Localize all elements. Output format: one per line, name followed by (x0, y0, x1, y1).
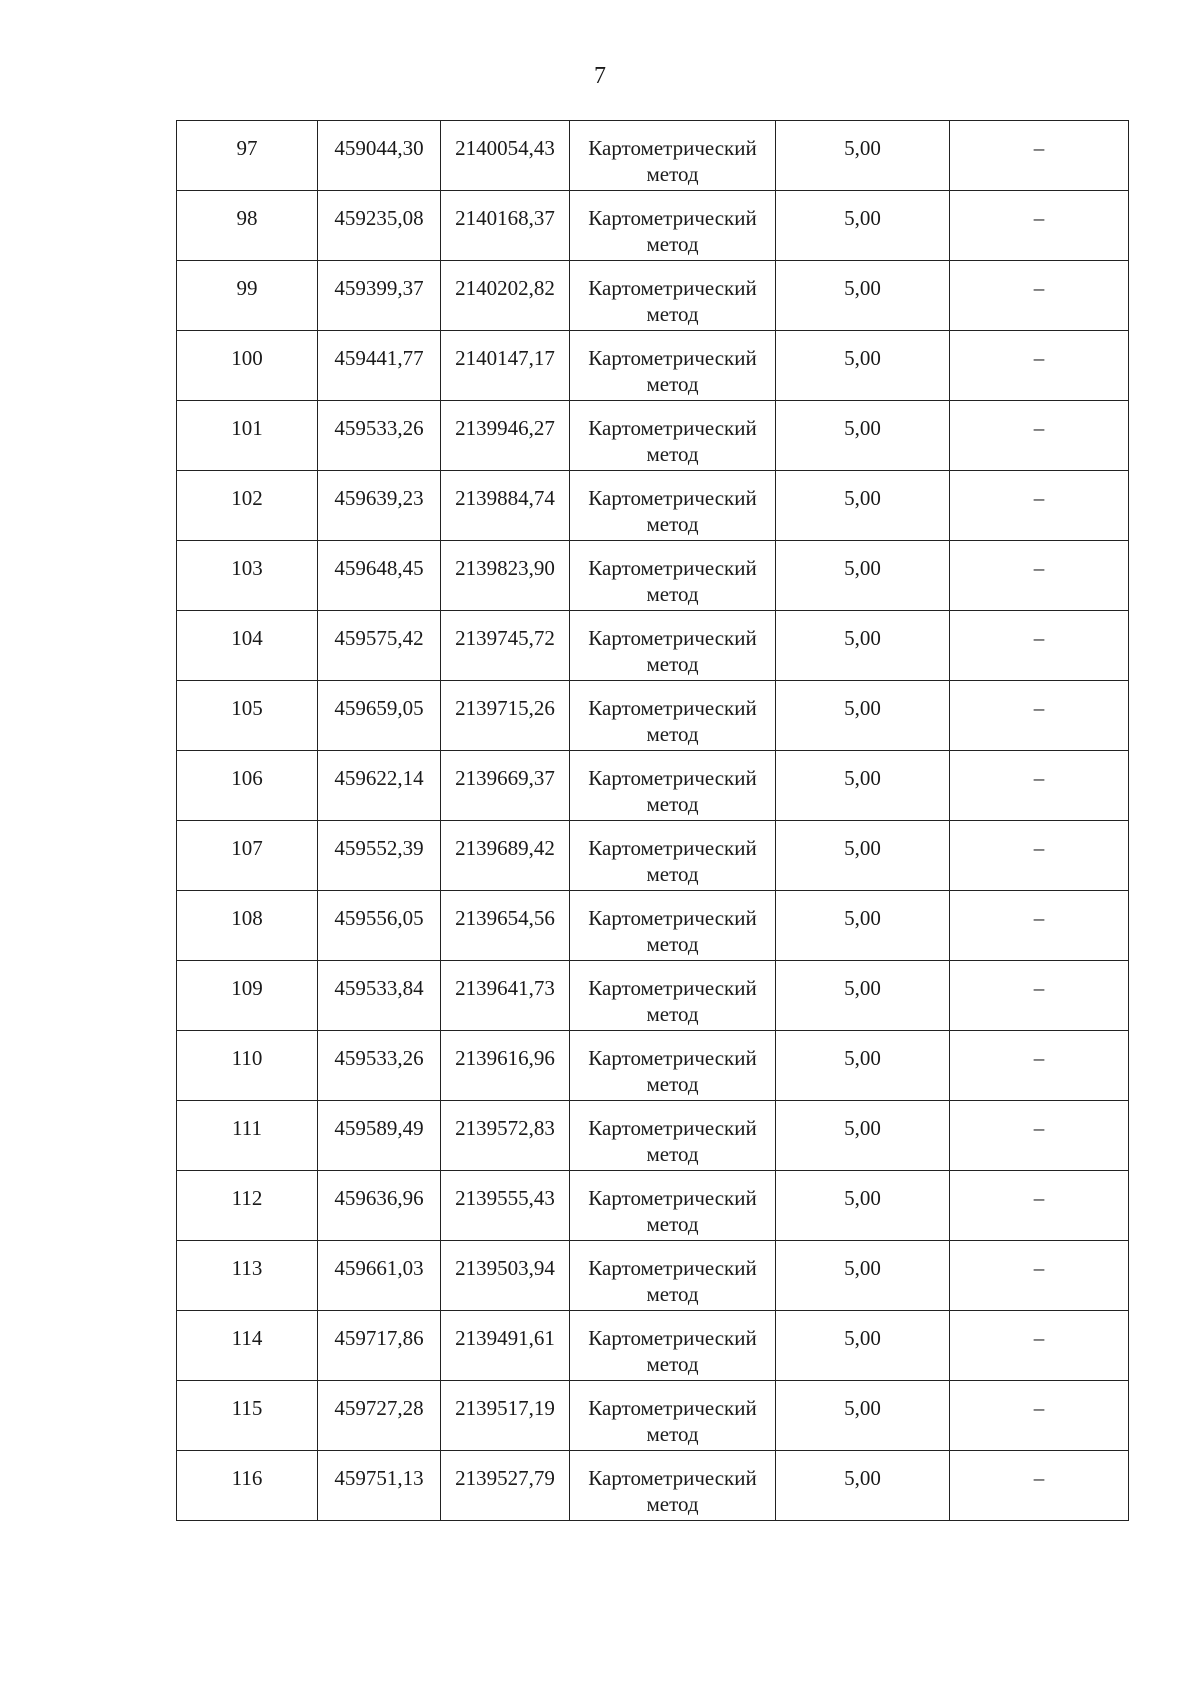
method-cell (570, 1381, 776, 1451)
x-coordinate-cell (318, 191, 441, 261)
note-value: – (1033, 836, 1045, 860)
accuracy-value: 5,00 (844, 206, 881, 230)
y-coordinate-value: 2140054,43 (455, 136, 555, 160)
x-coordinate-cell (318, 121, 441, 191)
note-cell (950, 611, 1129, 681)
method-line-2: метод (646, 1492, 699, 1516)
method-cell (570, 541, 776, 611)
note-cell (950, 331, 1129, 401)
x-coordinate-value: 459659,05 (334, 696, 424, 720)
point-number-value: 109 (231, 976, 263, 1000)
point-number-cell (177, 961, 318, 1031)
accuracy-cell (776, 961, 950, 1031)
note-cell (950, 1451, 1129, 1521)
table-row (177, 611, 1129, 681)
method-line-2: метод (646, 372, 699, 396)
x-coordinate-cell (318, 541, 441, 611)
y-coordinate-cell (441, 961, 570, 1031)
y-coordinate-value: 2139555,43 (455, 1186, 555, 1210)
y-coordinate-cell (441, 261, 570, 331)
x-coordinate-cell (318, 331, 441, 401)
note-cell (950, 681, 1129, 751)
y-coordinate-cell (441, 401, 570, 471)
note-cell (950, 821, 1129, 891)
method-line-1: Картометрический (588, 416, 757, 440)
accuracy-value: 5,00 (844, 556, 881, 580)
x-coordinate-cell (318, 1241, 441, 1311)
y-coordinate-value: 2139491,61 (455, 1326, 555, 1350)
accuracy-cell (776, 751, 950, 821)
table-row (177, 1311, 1129, 1381)
method-cell (570, 1241, 776, 1311)
y-coordinate-value: 2139517,19 (455, 1396, 555, 1420)
note-value: – (1033, 976, 1045, 1000)
accuracy-value: 5,00 (844, 416, 881, 440)
point-number-cell (177, 401, 318, 471)
y-coordinate-value: 2140202,82 (455, 276, 555, 300)
method-line-2: метод (646, 1422, 699, 1446)
note-value: – (1033, 906, 1045, 930)
y-coordinate-value: 2139654,56 (455, 906, 555, 930)
point-number-cell (177, 611, 318, 681)
method-line-2: метод (646, 512, 699, 536)
y-coordinate-cell (441, 1381, 570, 1451)
method-line-1: Картометрический (588, 346, 757, 370)
point-number-cell (177, 751, 318, 821)
x-coordinate-cell (318, 261, 441, 331)
x-coordinate-value: 459533,26 (334, 1046, 424, 1070)
accuracy-value: 5,00 (844, 1256, 881, 1280)
note-value: – (1033, 556, 1045, 580)
point-number-cell (177, 821, 318, 891)
method-line-2: метод (646, 1212, 699, 1236)
point-number-value: 101 (231, 416, 263, 440)
table-row (177, 961, 1129, 1031)
note-cell (950, 121, 1129, 191)
x-coordinate-cell (318, 681, 441, 751)
point-number-value: 105 (231, 696, 263, 720)
method-line-2: метод (646, 722, 699, 746)
method-line-1: Картометрический (588, 1396, 757, 1420)
table-row (177, 121, 1129, 191)
y-coordinate-cell (441, 1451, 570, 1521)
accuracy-cell (776, 821, 950, 891)
y-coordinate-cell (441, 331, 570, 401)
point-number-value: 99 (236, 276, 258, 300)
note-value: – (1033, 1256, 1045, 1280)
accuracy-cell (776, 471, 950, 541)
y-coordinate-cell (441, 681, 570, 751)
point-number-cell (177, 191, 318, 261)
accuracy-cell (776, 891, 950, 961)
point-number-value: 113 (231, 1256, 263, 1280)
note-value: – (1033, 1396, 1045, 1420)
x-coordinate-value: 459044,30 (334, 136, 424, 160)
note-cell (950, 961, 1129, 1031)
method-cell (570, 1311, 776, 1381)
note-value: – (1033, 206, 1045, 230)
table-row (177, 1171, 1129, 1241)
coordinates-table (176, 120, 1129, 1521)
x-coordinate-value: 459589,49 (334, 1116, 424, 1140)
table-row (177, 1241, 1129, 1311)
point-number-cell (177, 541, 318, 611)
x-coordinate-cell (318, 751, 441, 821)
table-row (177, 1451, 1129, 1521)
method-line-1: Картометрический (588, 1046, 757, 1070)
point-number-cell (177, 1241, 318, 1311)
method-line-2: метод (646, 582, 699, 606)
accuracy-value: 5,00 (844, 1116, 881, 1140)
note-value: – (1033, 1046, 1045, 1070)
method-cell (570, 821, 776, 891)
x-coordinate-cell (318, 611, 441, 681)
method-line-1: Картометрический (588, 1326, 757, 1350)
point-number-value: 97 (236, 136, 258, 160)
y-coordinate-value: 2139745,72 (455, 626, 555, 650)
table-row (177, 471, 1129, 541)
method-cell (570, 331, 776, 401)
accuracy-value: 5,00 (844, 696, 881, 720)
point-number-value: 108 (231, 906, 263, 930)
method-cell (570, 891, 776, 961)
y-coordinate-value: 2139641,73 (455, 976, 555, 1000)
page-number: 7 (594, 63, 606, 89)
x-coordinate-cell (318, 891, 441, 961)
note-value: – (1033, 766, 1045, 790)
note-value: – (1033, 416, 1045, 440)
accuracy-cell (776, 261, 950, 331)
note-value: – (1033, 1186, 1045, 1210)
x-coordinate-cell (318, 1101, 441, 1171)
note-value: – (1033, 696, 1045, 720)
point-number-cell (177, 261, 318, 331)
y-coordinate-cell (441, 471, 570, 541)
point-number-cell (177, 681, 318, 751)
x-coordinate-value: 459235,08 (334, 206, 424, 230)
point-number-value: 115 (231, 1396, 263, 1420)
table-row (177, 191, 1129, 261)
method-line-2: метод (646, 1142, 699, 1166)
note-cell (950, 261, 1129, 331)
method-line-2: метод (646, 232, 699, 256)
method-cell (570, 611, 776, 681)
table-row (177, 401, 1129, 471)
y-coordinate-value: 2139946,27 (455, 416, 555, 440)
accuracy-value: 5,00 (844, 976, 881, 1000)
point-number-cell (177, 1171, 318, 1241)
method-cell (570, 471, 776, 541)
table-row (177, 751, 1129, 821)
method-line-2: метод (646, 862, 699, 886)
note-cell (950, 191, 1129, 261)
y-coordinate-value: 2140147,17 (455, 346, 555, 370)
y-coordinate-cell (441, 751, 570, 821)
x-coordinate-cell (318, 1381, 441, 1451)
y-coordinate-cell (441, 121, 570, 191)
method-line-1: Картометрический (588, 1186, 757, 1210)
note-value: – (1033, 486, 1045, 510)
point-number-value: 116 (231, 1466, 263, 1490)
accuracy-value: 5,00 (844, 486, 881, 510)
x-coordinate-value: 459648,45 (334, 556, 424, 580)
x-coordinate-cell (318, 401, 441, 471)
x-coordinate-value: 459661,03 (334, 1256, 424, 1280)
method-line-2: метод (646, 792, 699, 816)
y-coordinate-value: 2140168,37 (455, 206, 555, 230)
method-cell (570, 961, 776, 1031)
y-coordinate-value: 2139884,74 (455, 486, 555, 510)
x-coordinate-value: 459639,23 (334, 486, 424, 510)
note-value: – (1033, 1466, 1045, 1490)
note-cell (950, 1241, 1129, 1311)
note-cell (950, 471, 1129, 541)
table-row (177, 821, 1129, 891)
method-line-2: метод (646, 442, 699, 466)
point-number-value: 104 (231, 626, 263, 650)
note-cell (950, 751, 1129, 821)
table-row (177, 891, 1129, 961)
x-coordinate-value: 459717,86 (334, 1326, 424, 1350)
x-coordinate-value: 459751,13 (334, 1466, 424, 1490)
method-cell (570, 1031, 776, 1101)
accuracy-value: 5,00 (844, 346, 881, 370)
method-cell (570, 401, 776, 471)
point-number-value: 102 (231, 486, 263, 510)
method-line-1: Картометрический (588, 696, 757, 720)
point-number-value: 100 (231, 346, 263, 370)
method-line-1: Картометрический (588, 1466, 757, 1490)
point-number-value: 114 (231, 1326, 263, 1350)
accuracy-value: 5,00 (844, 626, 881, 650)
y-coordinate-cell (441, 1101, 570, 1171)
point-number-cell (177, 121, 318, 191)
note-cell (950, 1031, 1129, 1101)
y-coordinate-cell (441, 891, 570, 961)
accuracy-cell (776, 191, 950, 261)
method-line-2: метод (646, 302, 699, 326)
point-number-value: 98 (236, 206, 258, 230)
table-row (177, 331, 1129, 401)
method-cell (570, 1101, 776, 1171)
note-cell (950, 1381, 1129, 1451)
method-line-2: метод (646, 1282, 699, 1306)
coordinates-table-body (177, 121, 1129, 1521)
point-number-value: 106 (231, 766, 263, 790)
method-line-1: Картометрический (588, 626, 757, 650)
x-coordinate-value: 459556,05 (334, 906, 424, 930)
x-coordinate-value: 459727,28 (334, 1396, 424, 1420)
point-number-cell (177, 891, 318, 961)
x-coordinate-value: 459533,26 (334, 416, 424, 440)
y-coordinate-cell (441, 821, 570, 891)
method-cell (570, 121, 776, 191)
x-coordinate-value: 459441,77 (334, 346, 424, 370)
x-coordinate-cell (318, 1171, 441, 1241)
y-coordinate-cell (441, 1241, 570, 1311)
table-row (177, 1381, 1129, 1451)
method-line-1: Картометрический (588, 976, 757, 1000)
table-row (177, 261, 1129, 331)
method-cell (570, 1171, 776, 1241)
y-coordinate-cell (441, 1031, 570, 1101)
x-coordinate-cell (318, 1311, 441, 1381)
accuracy-cell (776, 1171, 950, 1241)
point-number-cell (177, 1381, 318, 1451)
point-number-cell (177, 1101, 318, 1171)
accuracy-cell (776, 331, 950, 401)
method-line-2: метод (646, 652, 699, 676)
accuracy-value: 5,00 (844, 1046, 881, 1070)
note-cell (950, 1101, 1129, 1171)
note-value: – (1033, 136, 1045, 160)
accuracy-value: 5,00 (844, 1186, 881, 1210)
note-value: – (1033, 276, 1045, 300)
accuracy-value: 5,00 (844, 276, 881, 300)
method-line-1: Картометрический (588, 486, 757, 510)
x-coordinate-value: 459636,96 (334, 1186, 424, 1210)
point-number-value: 110 (231, 1046, 263, 1070)
table-row (177, 1101, 1129, 1171)
note-cell (950, 541, 1129, 611)
method-line-1: Картометрический (588, 1256, 757, 1280)
x-coordinate-cell (318, 1031, 441, 1101)
method-line-1: Картометрический (588, 556, 757, 580)
y-coordinate-cell (441, 611, 570, 681)
x-coordinate-value: 459622,14 (334, 766, 424, 790)
accuracy-cell (776, 121, 950, 191)
method-line-2: метод (646, 1352, 699, 1376)
method-line-1: Картометрический (588, 136, 757, 160)
note-cell (950, 891, 1129, 961)
note-value: – (1033, 626, 1045, 650)
method-cell (570, 681, 776, 751)
table-row (177, 681, 1129, 751)
accuracy-cell (776, 1101, 950, 1171)
note-cell (950, 1171, 1129, 1241)
y-coordinate-value: 2139503,94 (455, 1256, 555, 1280)
y-coordinate-value: 2139715,26 (455, 696, 555, 720)
method-cell (570, 261, 776, 331)
accuracy-cell (776, 1241, 950, 1311)
point-number-value: 107 (231, 836, 263, 860)
method-line-2: метод (646, 1072, 699, 1096)
method-line-1: Картометрический (588, 276, 757, 300)
x-coordinate-cell (318, 821, 441, 891)
point-number-cell (177, 1311, 318, 1381)
accuracy-cell (776, 1381, 950, 1451)
accuracy-cell (776, 681, 950, 751)
method-cell (570, 751, 776, 821)
accuracy-cell (776, 401, 950, 471)
method-cell (570, 1451, 776, 1521)
x-coordinate-value: 459399,37 (334, 276, 424, 300)
accuracy-cell (776, 1311, 950, 1381)
accuracy-value: 5,00 (844, 1466, 881, 1490)
accuracy-cell (776, 541, 950, 611)
y-coordinate-value: 2139689,42 (455, 836, 555, 860)
accuracy-value: 5,00 (844, 906, 881, 930)
point-number-cell (177, 1031, 318, 1101)
x-coordinate-cell (318, 1451, 441, 1521)
point-number-value: 103 (231, 556, 263, 580)
point-number-cell (177, 471, 318, 541)
x-coordinate-value: 459575,42 (334, 626, 424, 650)
accuracy-value: 5,00 (844, 1326, 881, 1350)
y-coordinate-cell (441, 1311, 570, 1381)
note-value: – (1033, 1116, 1045, 1140)
point-number-value: 111 (232, 1116, 262, 1140)
point-number-cell (177, 1451, 318, 1521)
y-coordinate-value: 2139823,90 (455, 556, 555, 580)
y-coordinate-cell (441, 191, 570, 261)
accuracy-value: 5,00 (844, 1396, 881, 1420)
accuracy-cell (776, 1031, 950, 1101)
note-cell (950, 401, 1129, 471)
y-coordinate-value: 2139669,37 (455, 766, 555, 790)
y-coordinate-value: 2139527,79 (455, 1466, 555, 1490)
point-number-value: 112 (231, 1186, 263, 1210)
x-coordinate-value: 459533,84 (334, 976, 424, 1000)
method-line-1: Картометрический (588, 766, 757, 790)
method-cell (570, 191, 776, 261)
y-coordinate-value: 2139616,96 (455, 1046, 555, 1070)
method-line-1: Картометрический (588, 1116, 757, 1140)
y-coordinate-value: 2139572,83 (455, 1116, 555, 1140)
method-line-1: Картометрический (588, 906, 757, 930)
note-value: – (1033, 1326, 1045, 1350)
accuracy-cell (776, 611, 950, 681)
accuracy-value: 5,00 (844, 136, 881, 160)
method-line-2: метод (646, 162, 699, 186)
method-line-2: метод (646, 932, 699, 956)
accuracy-value: 5,00 (844, 836, 881, 860)
note-value: – (1033, 346, 1045, 370)
method-line-2: метод (646, 1002, 699, 1026)
y-coordinate-cell (441, 541, 570, 611)
x-coordinate-cell (318, 471, 441, 541)
method-line-1: Картометрический (588, 206, 757, 230)
x-coordinate-cell (318, 961, 441, 1031)
method-line-1: Картометрический (588, 836, 757, 860)
point-number-cell (177, 331, 318, 401)
accuracy-cell (776, 1451, 950, 1521)
table-row (177, 541, 1129, 611)
table-row (177, 1031, 1129, 1101)
accuracy-value: 5,00 (844, 766, 881, 790)
x-coordinate-value: 459552,39 (334, 836, 424, 860)
y-coordinate-cell (441, 1171, 570, 1241)
note-cell (950, 1311, 1129, 1381)
